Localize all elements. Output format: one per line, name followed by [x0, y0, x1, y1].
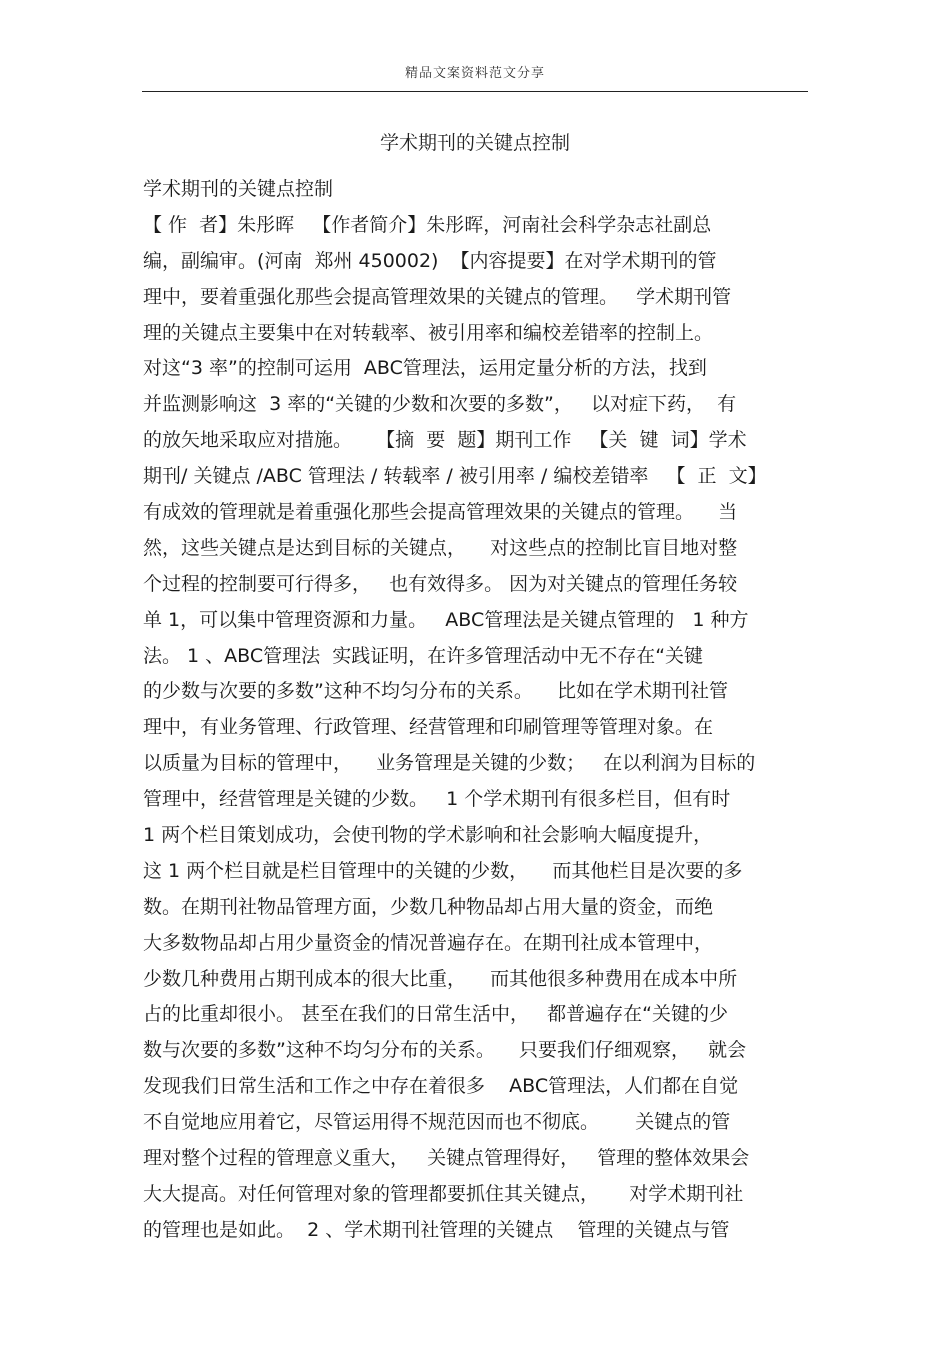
- body-text-line: 理的关键点主要集中在对转载率、被引用率和编校差错率的控制上。: [143, 321, 714, 344]
- body-text-line: 编，副编审。(河南 郑州 450002) 【内容提要】在对学术期刊的管: [143, 249, 717, 272]
- body-text-line: 【 作 者】朱彤晖 【作者简介】朱彤晖，河南社会科学杂志社副总: [143, 213, 712, 236]
- body-text-line: 单 1，可以集中管理资源和力量。 ABC管理法是关键点管理的 1 种方: [143, 608, 749, 631]
- body-text-line: 发现我们日常生活和工作之中存在着很多 ABC管理法，人们都在自觉: [143, 1075, 739, 1098]
- body-text-line: 的管理也是如此。 2 、学术期刊社管理的关键点 管理的关键点与管: [143, 1218, 730, 1241]
- body-text-line: 大多数物品却占用少量资金的情况普遍存在。在期刊社成本管理中，: [143, 931, 714, 954]
- page-header: 精品文案资料范文分享: [404, 66, 545, 81]
- body-text-line: 法。 1 、ABC管理法 实践证明，在许多管理活动中无不存在“关键: [143, 644, 704, 667]
- body-text-line: 对这“3 率”的控制可运用 ABC管理法，运用定量分析的方法，找到: [143, 357, 707, 380]
- header-divider: [142, 91, 808, 92]
- body-text-line: 数与次要的多数”这种不均匀分布的关系。 只要我们仔细观察， 就会: [143, 1039, 747, 1062]
- body-text-line: 大大提高。对任何管理对象的管理都要抓住其关键点， 对学术期刊社: [143, 1182, 744, 1205]
- body-text-line: 这 1 两个栏目就是栏目管理中的关键的少数， 而其他栏目是次要的多: [143, 859, 743, 882]
- body-text-line: 理中，要着重强化那些会提高管理效果的关键点的管理。 学术期刊管: [143, 285, 732, 308]
- body-text-line: 理对整个过程的管理意义重大， 关键点管理得好， 管理的整体效果会: [143, 1147, 750, 1170]
- body-text-line: 的放矢地采取应对措施。 【摘 要 题】期刊工作 【关 键 词】学术: [143, 429, 747, 452]
- body-text-line: 不自觉地应用着它，尽管运用得不规范因而也不彻底。 关键点的管: [143, 1111, 731, 1134]
- body-text-line: 少数几种费用占期刊成本的很大比重， 而其他很多种费用在成本中所: [143, 967, 738, 990]
- body-text-line: 学术期刊的关键点控制: [143, 178, 334, 200]
- body-text-line: 以质量为目标的管理中， 业务管理是关键的少数； 在以利润为目标的: [143, 752, 756, 775]
- body-text-line: 期刊/ 关键点 /ABC 管理法 / 转载率 / 被引用率 / 编校差错率 【 正 文】: [143, 465, 767, 488]
- document-body: [143, 172, 823, 1249]
- body-text-line: 1 两个栏目策划成功，会使刊物的学术影响和社会影响大幅度提升，: [143, 824, 713, 847]
- body-text-line: 然，这些关键点是达到目标的关键点， 对这些点的控制比盲目地对整: [143, 536, 738, 559]
- document-title: 学术期刊的关键点控制: [379, 132, 570, 154]
- body-text-line: 数。在期刊社物品管理方面，少数几种物品却占用大量的资金，而绝: [143, 895, 714, 918]
- body-text-line: 个过程的控制要可行得多， 也有效得多。 因为对关键点的管理任务较: [143, 572, 738, 595]
- body-text-line: 占的比重却很小。 甚至在我们的日常生活中， 都普遍存在“关键的少: [143, 1003, 729, 1026]
- body-text-line: 的少数与次要的多数”这种不均匀分布的关系。 比如在学术期刊社管: [143, 680, 729, 703]
- body-text-line: 理中，有业务管理、行政管理、经营管理和印刷管理等管理对象。在: [143, 716, 714, 739]
- body-text-line: 并监测影响这 3 率的“关键的少数和次要的多数”， 以对症下药， 有: [143, 393, 737, 416]
- body-text-line: 管理中，经营管理是关键的少数。 1 个学术期刊有很多栏目，但有时: [143, 788, 731, 811]
- body-text-line: 有成效的管理就是着重强化那些会提高管理效果的关键点的管理。 当: [143, 501, 738, 524]
